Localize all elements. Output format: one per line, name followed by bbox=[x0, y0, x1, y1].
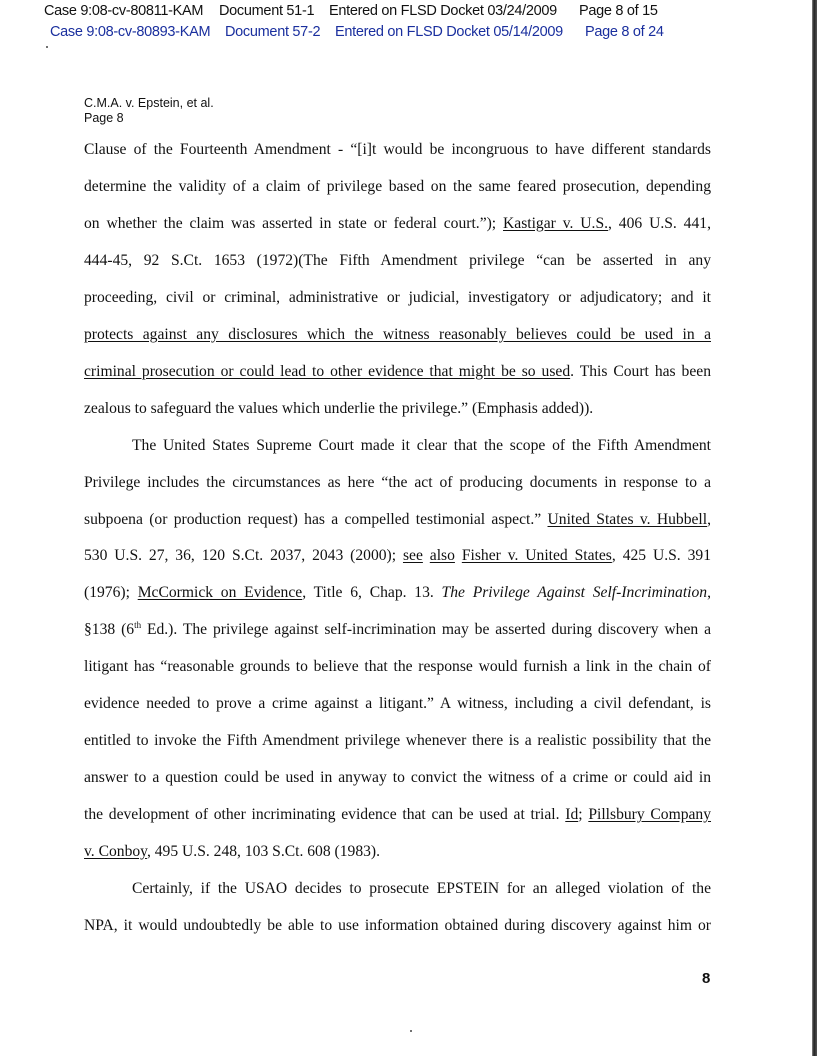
text-line bbox=[84, 363, 711, 381]
case-number: Case 9:08-cv-80811-KAM bbox=[44, 3, 204, 19]
docket-header-black bbox=[44, 3, 658, 20]
text-line bbox=[84, 178, 711, 196]
text-segment: answer to a question could be used in anyway to convict the witness of a crime or could aid in bbox=[84, 769, 711, 787]
text-segment: proceeding, civil or criminal, administrative or judicial, investigatory or adjudicatory; and it bbox=[84, 288, 711, 306]
text-line bbox=[84, 806, 711, 824]
text-line bbox=[84, 695, 711, 713]
text-segment: , bbox=[707, 510, 712, 528]
text-segment: , 495 U.S. 248, 103 S.Ct. 608 (1983). bbox=[146, 843, 381, 861]
document-number: Document 57-2 bbox=[225, 24, 321, 40]
underlined-citation: United States v. Hubbell bbox=[547, 510, 708, 528]
scan-speck bbox=[410, 1030, 412, 1032]
text-line bbox=[84, 917, 711, 935]
text-line bbox=[84, 289, 711, 307]
text-segment: evidence needed to prove a crime against a litigant.” A witness, including a civil defendant, is bbox=[84, 695, 711, 713]
text-segment: The United States Supreme Court made it clear that the scope of the Fifth Amendment bbox=[132, 436, 711, 454]
text-line bbox=[84, 437, 711, 455]
text-segment: Clause of the Fourteenth Amendment - “[i]t would be incongruous to have different standards bbox=[84, 141, 711, 158]
entered-date: Entered on FLSD Docket 03/24/2009 bbox=[329, 3, 557, 19]
underlined-citation: Pillsbury Company bbox=[588, 806, 712, 824]
text-line bbox=[84, 141, 711, 159]
text-segment: , Title 6, Chap. 13. bbox=[302, 584, 442, 602]
text-line bbox=[84, 511, 711, 529]
text-line bbox=[84, 584, 711, 602]
underlined-citation: also bbox=[429, 547, 455, 565]
underlined-citation: McCormick on Evidence bbox=[137, 584, 303, 602]
text-line bbox=[84, 658, 711, 676]
text-line bbox=[84, 215, 711, 233]
text-line bbox=[84, 769, 711, 787]
text-line bbox=[84, 326, 711, 344]
case-number: Case 9:08-cv-80893-KAM bbox=[50, 24, 211, 40]
scan-speck bbox=[46, 46, 48, 48]
text-segment: the development of other incriminating evidence that can be used at trial. bbox=[84, 806, 566, 824]
page-number: 8 bbox=[702, 970, 711, 987]
caption-page: Page 8 bbox=[84, 111, 124, 125]
docket-header-blue bbox=[50, 24, 664, 41]
text-segment: determine the validity of a claim of privilege based on the same feared prosecution, depending bbox=[84, 177, 711, 195]
page-count: Page 8 of 15 bbox=[579, 3, 658, 19]
underlined-citation: Kastigar v. U.S. bbox=[503, 214, 609, 232]
text-line bbox=[84, 732, 711, 750]
text-segment: 530 U.S. 27, 36, 120 S.Ct. 2037, 2043 (2000); bbox=[84, 547, 403, 565]
underlined-citation: Fisher v. United States bbox=[461, 547, 612, 565]
text-segment: Ed.). The privilege against self-incrimination may be asserted during discovery when a bbox=[141, 621, 711, 639]
text-line bbox=[84, 843, 711, 861]
text-line bbox=[84, 547, 711, 565]
text-segment: , 425 U.S. 391 bbox=[611, 547, 711, 565]
text-segment: , 406 U.S. 441, bbox=[608, 214, 711, 232]
underlined-citation: Id bbox=[565, 806, 579, 824]
scan-edge bbox=[812, 0, 817, 1056]
text-line bbox=[84, 474, 711, 492]
text-segment: , bbox=[707, 584, 711, 602]
underlined-citation: protects against any disclosures which the witness reasonably believes could be used in a bbox=[84, 325, 711, 343]
text-segment bbox=[455, 547, 462, 564]
page-count: Page 8 of 24 bbox=[585, 24, 664, 40]
entered-date: Entered on FLSD Docket 05/14/2009 bbox=[335, 24, 563, 40]
text-segment: subpoena (or production request) has a compelled testimonial aspect.” bbox=[84, 510, 548, 528]
document-number: Document 51-1 bbox=[219, 3, 315, 19]
text-segment: Certainly, if the USAO decides to prosecute EPSTEIN for an alleged violation of the bbox=[132, 880, 711, 897]
text-segment: zealous to safeguard the values which underlie the privilege.” (Emphasis added)). bbox=[84, 399, 594, 417]
italic-title: The Privilege Against Self-Incrimination bbox=[441, 584, 708, 602]
text-segment: th bbox=[134, 620, 142, 631]
case-caption: C.M.A. v. Epstein, et al. bbox=[84, 96, 214, 110]
text-segment: litigant has “reasonable grounds to believe that the response would furnish a link in the chain of bbox=[84, 658, 711, 676]
text-segment: ; bbox=[578, 806, 589, 824]
text-segment: (1976); bbox=[84, 584, 138, 602]
text-segment: . This Court has been bbox=[570, 362, 711, 380]
text-segment: entitled to invoke the Fifth Amendment privilege whenever there is a realistic possibility that the bbox=[84, 732, 711, 750]
text-segment: 444-45, 92 S.Ct. 1653 (1972)(The Fifth Amendment privilege “can be asserted in any bbox=[84, 251, 711, 269]
text-segment: on whether the claim was asserted in state or federal court.”); bbox=[84, 214, 504, 232]
underlined-citation: see bbox=[402, 547, 423, 565]
text-segment: §138 (6 bbox=[84, 621, 135, 639]
text-line bbox=[84, 400, 711, 418]
text-line bbox=[84, 621, 711, 639]
text-segment: Privilege includes the circumstances as here “the act of producing documents in response to a bbox=[84, 473, 711, 491]
text-line bbox=[84, 880, 711, 898]
underlined-citation: criminal prosecution or could lead to other evidence that might be so used bbox=[84, 362, 571, 380]
text-segment: NPA, it would undoubtedly be able to use information obtained during discovery against him or bbox=[84, 916, 711, 934]
text-segment bbox=[423, 547, 430, 564]
underlined-citation: v. Conboy bbox=[84, 843, 147, 861]
text-line bbox=[84, 252, 711, 270]
